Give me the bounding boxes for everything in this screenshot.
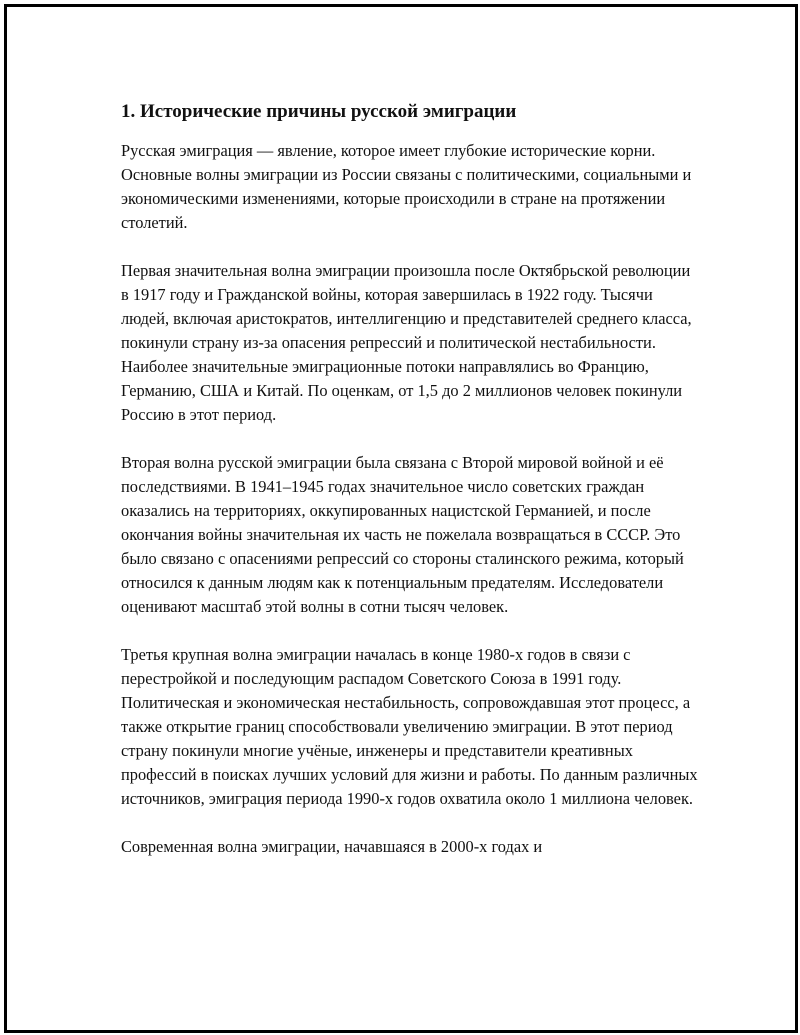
paragraph: Русская эмиграция — явление, которое имеет глубокие исторические корни. Основные волны эмиграции из России связаны с политическими, социальными и экономическими изменениями, которые происходили в стране на протяжении столетий. <box>121 141 692 232</box>
document-body <box>121 99 701 859</box>
section-heading: 1. Исторические причины русской эмиграции <box>121 101 517 122</box>
paragraph: Третья крупная волна эмиграции началась в конце 1980-х годов в связи с перестройкой и последующим распадом Советского Союза в 1991 году. Политическая и экономическая нестабильность, сопровождавшая этот процесс, а также открытие границ способствовали увеличению эмиграции. В этот период страну покинули многие учёные, инженеры и представители креативных профессий в поисках лучших условий для жизни и работы. По данным различных источников, эмиграция периода 1990-х годов охватила около 1 миллиона человек. <box>121 645 698 808</box>
paragraph: Первая значительная волна эмиграции произошла после Октябрьской революции в 1917 году и Гражданской войны, которая завершилась в 1922 году. Тысячи людей, включая аристократов, интеллигенцию и представителей среднего класса, покинули страну из-за опасения репрессий и политической нестабильности. Наиболее значительные эмиграционные потоки направлялись во Францию, Германию, США и Китай. По оценкам, от 1,5 до 2 миллионов человек покинули Россию в этот период. <box>121 261 692 424</box>
page-frame <box>4 4 798 1033</box>
paragraph: Вторая волна русской эмиграции была связана с Второй мировой войной и её последствиями. В 1941–1945 годах значительное число советских граждан оказались на территориях, оккупированных нацистской Германией, и после окончания войны значительная их часть не пожелала возвращаться в СССР. Это было связано с опасениями репрессий со стороны сталинского режима, который относился к данным людям как к потенциальным предателям. Исследователи оценивают масштаб этой волны в сотни тысяч человек. <box>121 453 684 616</box>
paragraph: Современная волна эмиграции, начавшаяся в 2000-х годах и <box>121 837 543 856</box>
